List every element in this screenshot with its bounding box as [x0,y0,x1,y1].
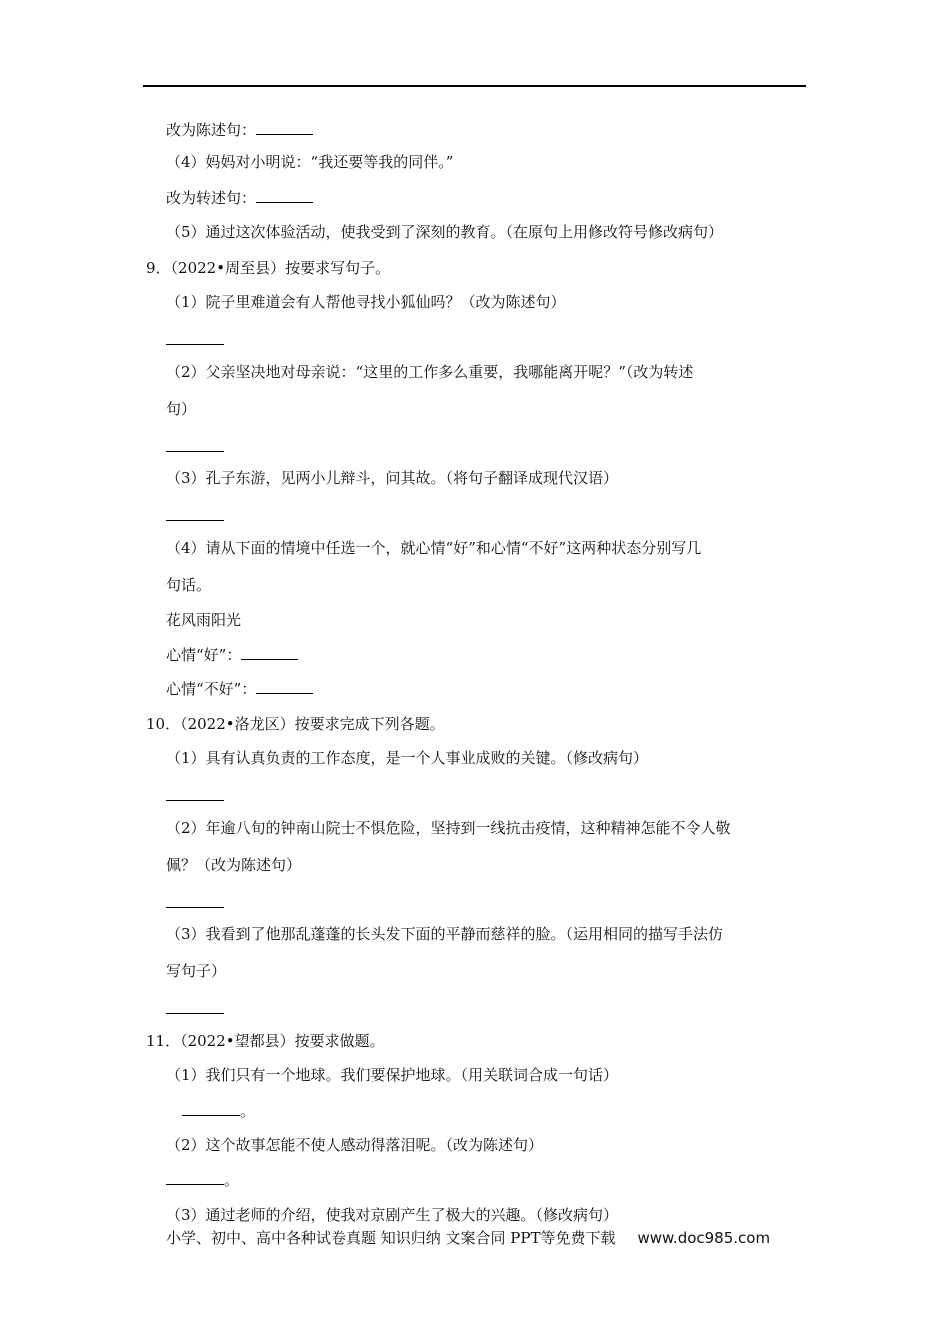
q9-3-answer-line[interactable] [166,520,224,521]
q9-1-answer-line[interactable] [166,344,224,345]
q11-1-period: 。 [240,1102,256,1120]
footer-text: 小学、初中、高中各种试卷真题 知识归纳 文案合同 PPT等免费下载 [166,1229,616,1247]
q11-1-blank[interactable] [182,1101,240,1116]
q9-4-question-line2: 句话。 [166,576,212,594]
q9-4-good-blank[interactable] [241,645,298,660]
q11-1-question: （1）我们只有一个地球。我们要保护地球。（用关联词合成一句话） [166,1066,619,1084]
q8-3-blank[interactable] [256,120,313,135]
q8-4-blank[interactable] [256,188,313,203]
q10-2-answer-line[interactable] [166,907,224,908]
q8-4-question: （4）妈妈对小明说：“我还要等我的同伴。” [166,153,454,171]
q11-2-period: 。 [224,1171,240,1189]
q9-heading: 9．（2022•周至县）按要求写句子。 [146,259,391,277]
q9-3-question: （3）孔子东游，见两小儿辩斗，问其故。（将句子翻译成现代汉语） [166,469,619,487]
q9-1-question: （1）院子里难道会有人帮他寻找小狐仙吗？（改为陈述句） [166,293,566,311]
header-rule [143,85,806,87]
q10-3-answer-line[interactable] [166,1013,224,1014]
q11-heading: 11．（2022•望都县）按要求做题。 [146,1032,385,1050]
page-footer [166,1227,770,1248]
q9-4-word-list: 花风雨阳光 [166,611,242,629]
q9-2-question-line1: （2）父亲坚决地对母亲说：“这里的工作多么重要，我哪能离开呢？”（改为转述 [166,363,694,381]
q9-2-answer-line[interactable] [166,451,224,452]
q8-5-question: （5）通过这次体验活动，使我受到了深刻的教育。（在原句上用修改符号修改病句） [166,223,724,241]
q11-3-question: （3）通过老师的介绍，使我对京剧产生了极大的兴趣。（修改病句） [166,1206,619,1224]
q9-4-question-line1: （4）请从下面的情境中任选一个，就心情“好”和心情“不好”这两种状态分别写几 [166,539,702,557]
q11-1-answer-row [182,1101,255,1121]
q10-heading: 10．（2022•洛龙区）按要求完成下列各题。 [146,715,445,733]
q9-2-question-line2: 句） [166,400,197,418]
q8-3-answer-row [166,120,313,140]
q10-3-question-line2: 写句子） [166,962,227,980]
q11-2-answer-row [166,1170,239,1190]
q9-4-bad-blank[interactable] [256,679,313,694]
q11-2-blank[interactable] [166,1170,224,1185]
q9-4-good-row [166,645,298,665]
q8-4-prompt: 改为转述句： [166,189,257,207]
q10-1-answer-line[interactable] [166,800,224,801]
footer-url[interactable]: www.doc985.com [637,1229,771,1247]
q9-4-good-prompt: 心情“好”： [166,646,242,664]
q10-1-question: （1）具有认真负责的工作态度，是一个人事业成败的关键。（修改病句） [166,749,649,767]
q10-2-question-line2: 佩？（改为陈述句） [166,856,302,874]
q8-4-answer-row [166,188,313,208]
q8-3-prompt: 改为陈述句： [166,121,257,139]
q9-4-bad-prompt: 心情“不好”： [166,680,257,698]
q9-4-bad-row [166,679,313,699]
q10-2-question-line1: （2）年逾八旬的钟南山院士不惧危险，坚持到一线抗击疫情，这种精神怎能不令人敬 [166,819,731,837]
q10-3-question-line1: （3）我看到了他那乱蓬蓬的长头发下面的平静而慈祥的脸。（运用相同的描写手法仿 [166,925,724,943]
q11-2-question: （2）这个故事怎能不使人感动得落泪呢。（改为陈述句） [166,1136,544,1154]
